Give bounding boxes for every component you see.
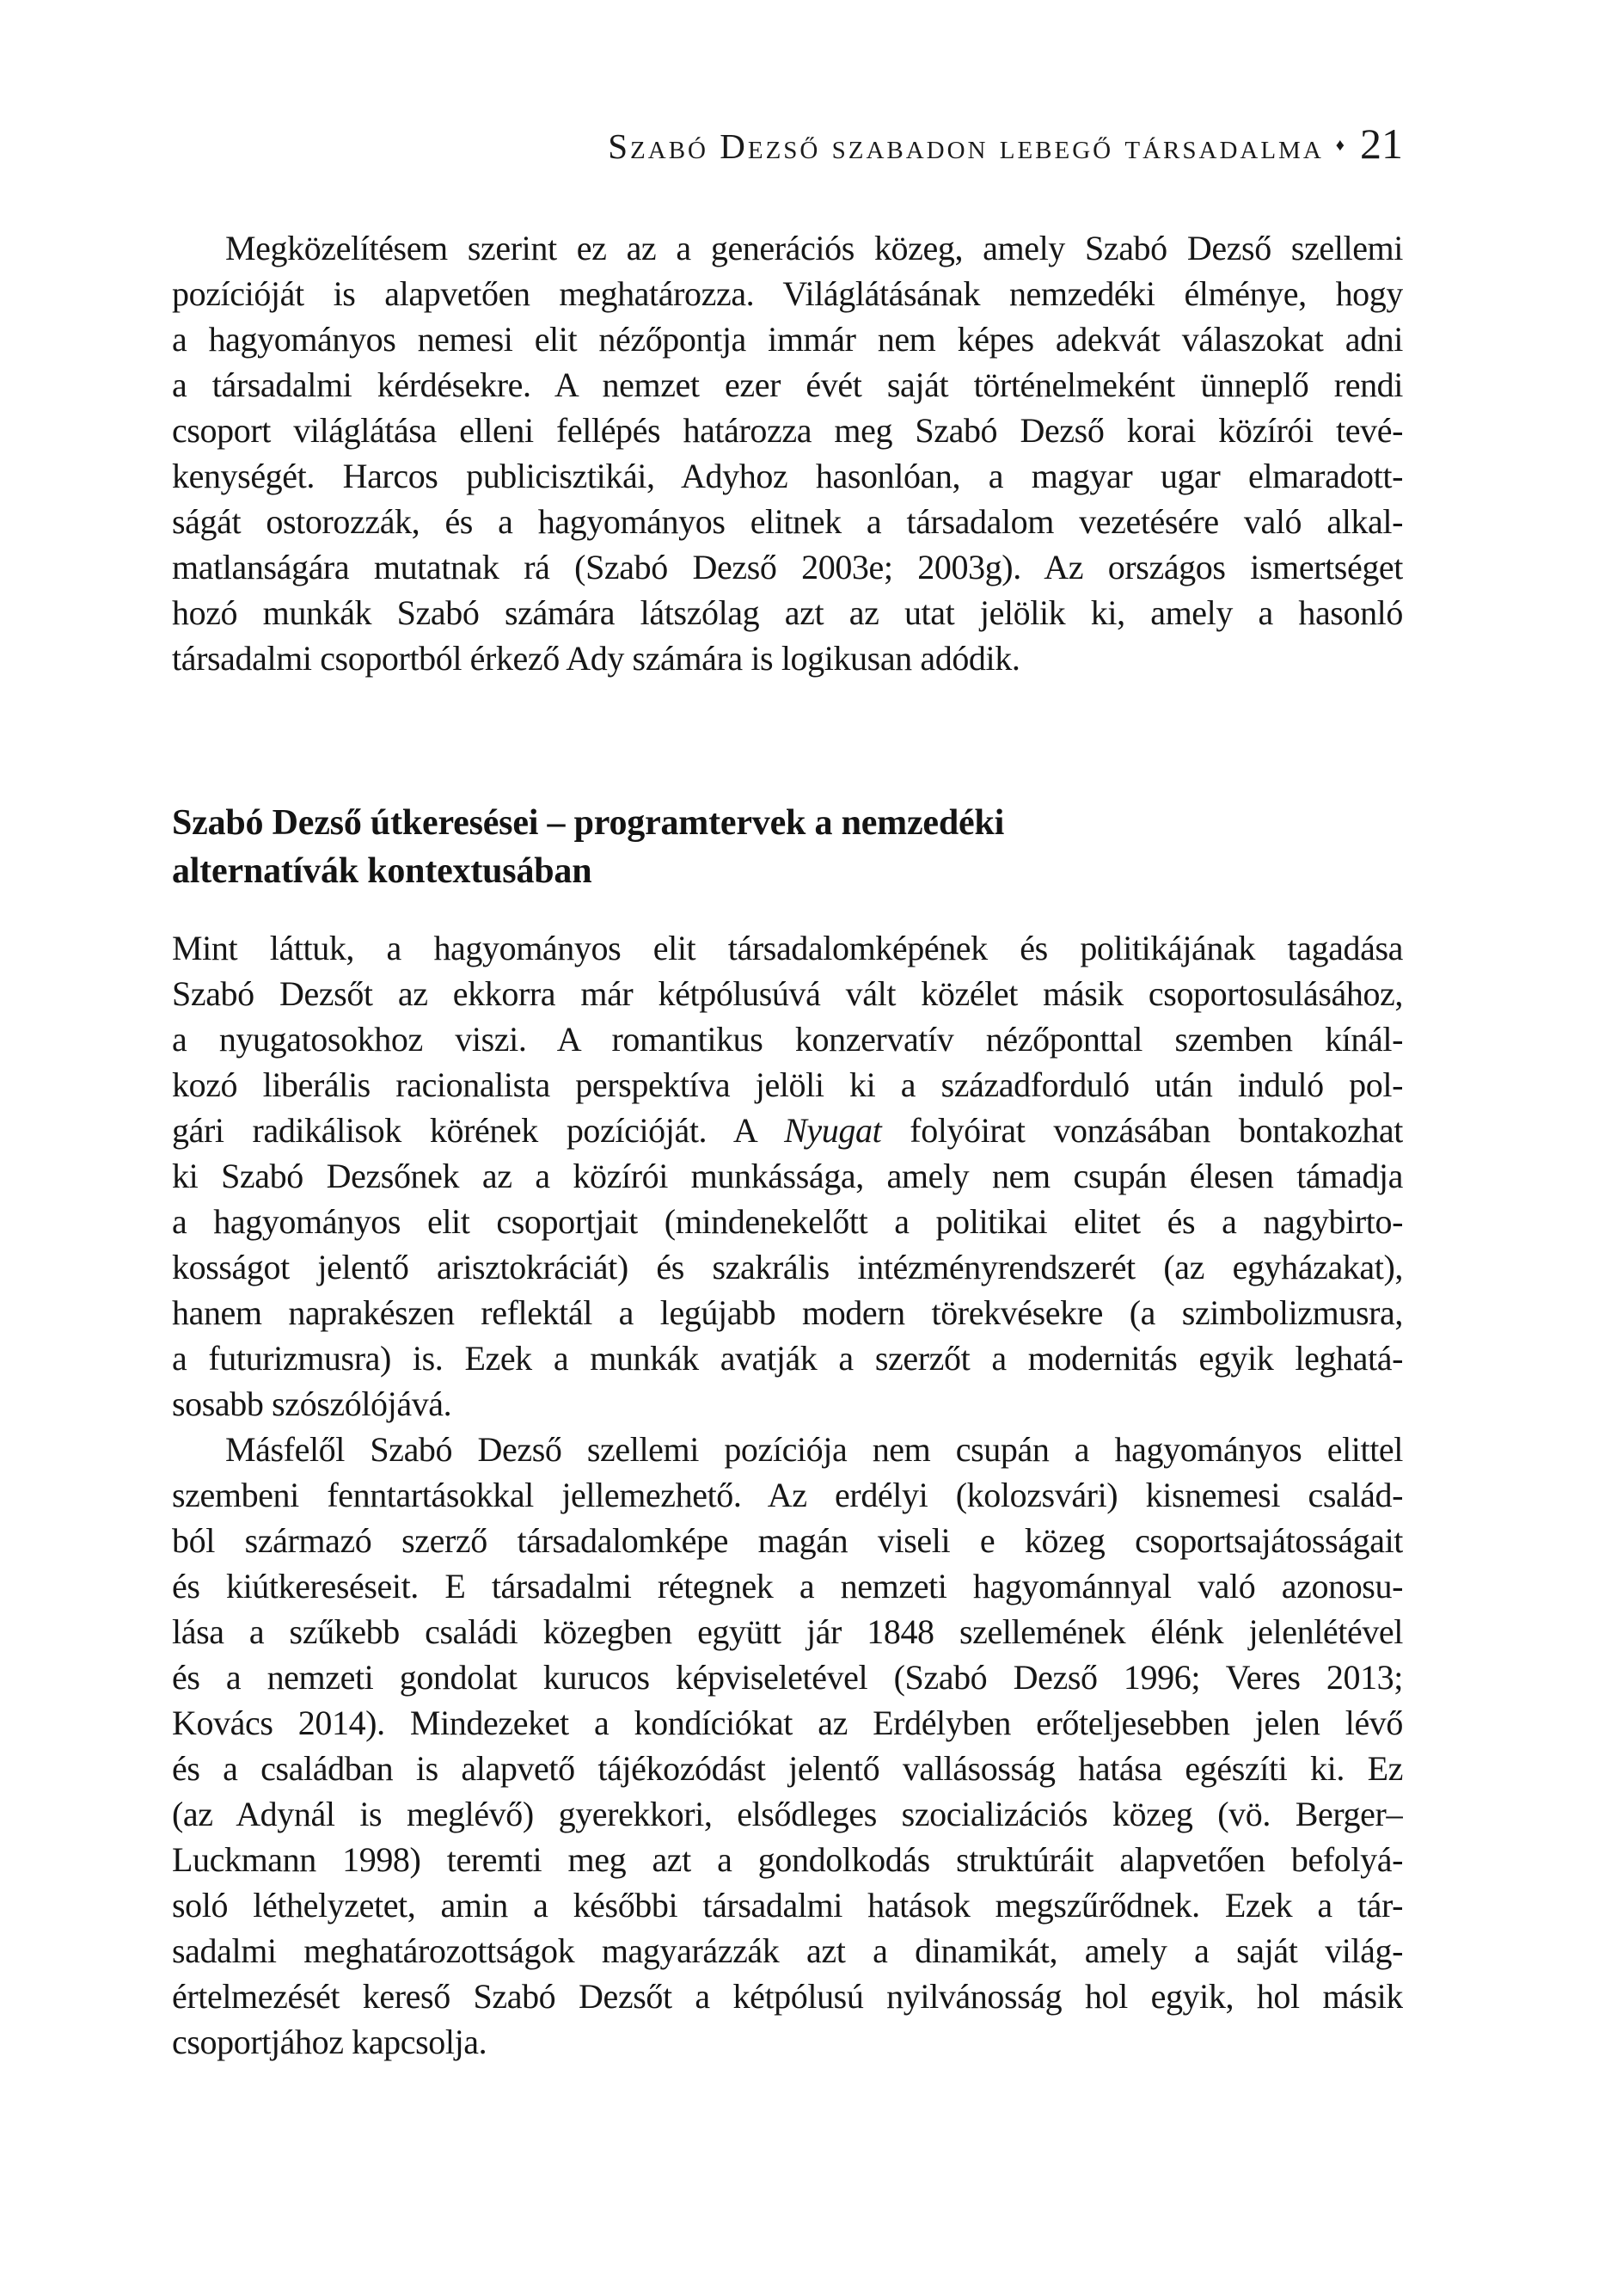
text-line — [172, 1108, 1403, 1153]
text-line: hozó munkák Szabó számára látszólag azt az utat jelölik ki, amely a hasonló — [172, 593, 1403, 632]
text-line: a futurizmusra) is. Ezek a munkák avatják a szerzőt a modernitás egyik leghatá- — [172, 1339, 1403, 1378]
text-line: értelmezését kereső Szabó Dezsőt a kétpólusú nyilvánosság hol egyik, hol másik — [172, 1977, 1403, 2016]
text-segment: gári radikálisok körének pozícióját. A — [172, 1111, 785, 1150]
text-line: sosabb szószólójává. — [172, 1384, 452, 1423]
text-line: és a nemzeti gondolat kurucos képviseletével (Szabó Dezső 1996; Veres 2013; — [172, 1658, 1403, 1697]
text-line: Másfelől Szabó Dezső szellemi pozíciója nem csupán a hagyományos elittel — [225, 1430, 1403, 1469]
paragraph-3 — [172, 1427, 1403, 2065]
text-line: Kovács 2014). Mindezeket a kondíciókat az Erdélyben erőteljesebben jelen lévő — [172, 1704, 1403, 1742]
text-line: matlanságára mutatnak rá (Szabó Dezső 2003e; 2003g). Az országos ismertséget — [172, 548, 1403, 586]
journal-title-italic: Nyugat — [784, 1111, 882, 1150]
text-line: Mint láttuk, a hagyományos elit társadalomképének és politikájának tagadása — [172, 929, 1403, 967]
text-segment: folyóirat vonzásában bontakozhat — [881, 1111, 1403, 1150]
text-line: pozícióját is alapvetően meghatározza. Világlátásának nemzedéki élménye, hogy — [172, 274, 1403, 313]
diamond-separator-icon: ♦ — [1335, 136, 1345, 155]
text-line: Megközelítésem szerint ez az a generációs közeg, amely Szabó Dezső szellemi — [225, 229, 1403, 267]
text-line: kozó liberális racionalista perspektíva jelöli ki a századforduló után induló pol- — [172, 1065, 1403, 1104]
text-line: csoportjához kapcsolja. — [172, 2023, 487, 2061]
text-line: (az Adynál is meglévő) gyerekkori, elsődleges szocializációs közeg (vö. Berger– — [172, 1795, 1403, 1833]
page-body — [172, 225, 1403, 2065]
text-line: csoport világlátása elleni fellépés határozza meg Szabó Dezső korai közírói tevé- — [172, 411, 1403, 450]
text-line: a hagyományos elit csoportjait (mindenekelőtt a politikai elitet és a nagybirto- — [172, 1202, 1403, 1241]
text-line: soló léthelyzetet, amin a későbbi társadalmi hatások megszűrődnek. Ezek a tár- — [172, 1886, 1403, 1925]
text-line: társadalmi csoportból érkező Ady számára is logikusan adódik. — [172, 639, 1020, 678]
text-line: a nyugatosokhoz viszi. A romantikus konzervatív nézőponttal szemben kínál- — [172, 1020, 1403, 1059]
text-line: ságát ostorozzák, és a hagyományos elitnek a társadalom vezetésére való alkal- — [172, 502, 1403, 541]
text-line: hanem naprakészen reflektál a legújabb modern törekvésekre (a szimbolizmusra, — [172, 1293, 1403, 1332]
text-line: Szabó Dezsőt az ekkorra már kétpólusúvá vált közélet másik csoportosulásához, — [172, 974, 1403, 1013]
text-line: Luckmann 1998) teremti meg azt a gondolkodás struktúráit alapvetően befolyá- — [172, 1840, 1403, 1879]
text-line: szembeni fenntartásokkal jellemezhető. Az erdélyi (kolozsvári) kisnemesi család- — [172, 1476, 1403, 1514]
page-number: 21 — [1360, 120, 1403, 168]
text-line: sadalmi meghatározottságok magyarázzák azt a dinamikát, amely a saját világ- — [172, 1931, 1403, 1970]
paragraph-1 — [172, 225, 1403, 681]
running-head-title: Szabó Dezső szabadon lebegő társadalma — [608, 126, 1324, 166]
section-heading-line2: alternatívák kontextusában — [172, 851, 592, 891]
text-line: ki Szabó Dezsőnek az a közírói munkássága, amely nem csupán élesen támadja — [172, 1157, 1403, 1195]
paragraph-2 — [172, 925, 1403, 1427]
text-line: ból származó szerző társadalomképe magán viseli e közeg csoportsajátosságait — [172, 1521, 1403, 1560]
running-head — [172, 119, 1403, 169]
section-heading — [172, 799, 1403, 895]
text-line: és kiútkereséseit. E társadalmi rétegnek a nemzeti hagyománnyal való azonosu- — [172, 1567, 1403, 1605]
text-line: a hagyományos nemesi elit nézőpontja immár nem képes adekvát válaszokat adni — [172, 320, 1403, 359]
section-heading-line1: Szabó Dezső útkeresései – programtervek a nemzedéki — [172, 803, 1005, 843]
text-line: kosságot jelentő arisztokráciát) és szakrális intézményrendszerét (az egyházakat), — [172, 1248, 1403, 1286]
text-line: és a családban is alapvető tájékozódást jelentő vallásosság hatása egészíti ki. Ez — [172, 1749, 1403, 1788]
text-line: lása a szűkebb családi közegben együtt jár 1848 szellemének élénk jelenlétével — [172, 1612, 1403, 1651]
text-line: a társadalmi kérdésekre. A nemzet ezer évét saját történelmeként ünneplő rendi — [172, 365, 1403, 404]
text-line: kenységét. Harcos publicisztikái, Adyhoz hasonlóan, a magyar ugar elmaradott- — [172, 457, 1403, 495]
